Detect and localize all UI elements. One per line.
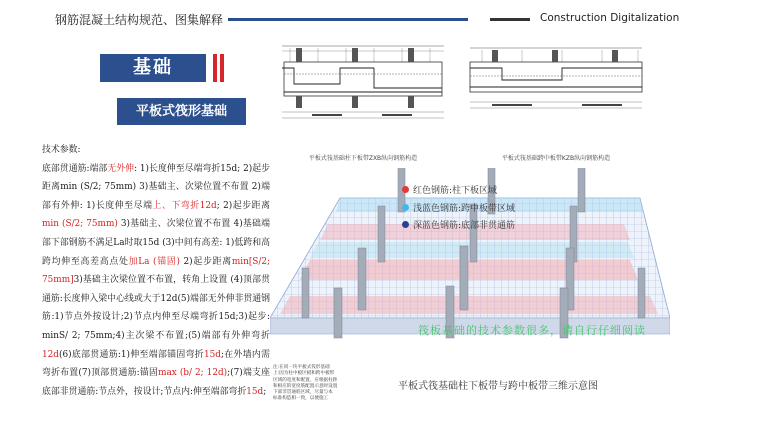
legend-label: 深蓝色钢筋:底部非贯通筋 bbox=[413, 221, 516, 232]
subsection-title: 平板式筏形基础 bbox=[117, 98, 246, 125]
section-title: 基础 bbox=[100, 54, 206, 82]
header-divider-dark bbox=[490, 18, 530, 21]
tech-segment: 3)基础主次梁位置不布置，转角上设置 (4)顶部贯通筋:长度伸入梁中心线或大于12d(5)端部无外伸非贯通钢筋:1)节点外按设计;2)节点内伸至尽端弯折15d;3)起步: minS/ 2; 75mm;4)主次梁不布置;(5)端部有外伸弯折 bbox=[42, 275, 270, 341]
tech-segment: ; bbox=[263, 386, 267, 397]
note-line: 上:因为柱中板区板和跨中板带 bbox=[273, 371, 335, 377]
legend-label: 浅蓝色钢筋:跨中板带区域 bbox=[413, 203, 516, 214]
header-divider-blue bbox=[228, 18, 468, 21]
rebar-detail-figure bbox=[462, 40, 650, 152]
tech-segment: 底部贯通筋:端部 bbox=[42, 163, 108, 174]
tech-segment: max (b/ 2; 12d) bbox=[158, 368, 228, 379]
drawing-caption: 平板式筏基础跨中板带KZB纵向钢筋构造 bbox=[501, 155, 611, 162]
note-line: 标准构造相一致，以便施工 bbox=[273, 396, 329, 402]
legend-dot-lightblue bbox=[402, 204, 409, 211]
tech-segment: 15d bbox=[246, 386, 264, 397]
legend-item bbox=[402, 181, 515, 199]
tech-segment: 12d bbox=[42, 349, 59, 360]
tech-segment: 无外伸 bbox=[107, 163, 135, 174]
tech-segment: 加La (锚固) bbox=[128, 256, 180, 267]
tech-segment: min (S/2; 75mm) bbox=[42, 219, 118, 230]
legend-label: 红色钢筋:柱下板区域 bbox=[413, 186, 498, 197]
tech-segment: ;在外墙内需弯折布置(7)顶部贯通筋:锚固 bbox=[42, 349, 271, 379]
tech-segment: (6)底部贯通筋:1)伸至端部锚固弯折 bbox=[58, 349, 204, 360]
notes-block bbox=[273, 365, 359, 403]
header-english: Construction Digitalization bbox=[540, 12, 680, 24]
tech-segment: ; 2)起步距离 bbox=[216, 200, 270, 211]
figure-caption: 平板式筏基础柱下板带与跨中板带三维示意图 bbox=[398, 381, 598, 392]
tech-segment: : 1)长度伸至尽端弯折15d; 2)起步距离min (S/2; 75mm) 3)基础主、次梁位置不布置 2)端部有外伸: 1)长度伸至尽端 bbox=[42, 163, 270, 211]
drawing-caption: 平板式筏基础柱下板带ZXB纵向钢筋构造 bbox=[308, 155, 418, 162]
legend-item bbox=[402, 199, 515, 217]
rebar-detail-figure bbox=[272, 40, 454, 152]
tech-segment: 2)起步距离 bbox=[179, 256, 232, 267]
section-accent-bar bbox=[213, 54, 217, 82]
legend-dot-red bbox=[402, 186, 409, 193]
note-line: 区域的宽度和配置，应根据柱距 bbox=[273, 377, 338, 383]
note-line: 和相应的宽度筋配置示意时设置 bbox=[273, 383, 338, 389]
tech-params bbox=[42, 141, 270, 401]
note-line: 注:在同一块平板式筏形基础 bbox=[273, 365, 330, 370]
note-line: 下部非贯通筋区域，尽量与本 bbox=[273, 390, 333, 396]
tech-segment: 3)基础主、次梁位置不布置 4)基础端部下部钢筋不满足La时取15d (3)中间有高差: 1)低跨和高跨均伸至高差高点处 bbox=[42, 219, 270, 267]
section-accent-bar bbox=[220, 54, 224, 82]
rebar-legend bbox=[402, 181, 515, 234]
overlay-note: 筏板基础的技术参数很多，请自行仔细阅读 bbox=[418, 324, 646, 337]
legend-dot-darkblue bbox=[402, 221, 409, 228]
legend-item bbox=[402, 216, 515, 234]
header-title: 钢筋混凝土结构规范、图集解释 bbox=[55, 13, 224, 27]
rebar-drawing-kzb bbox=[462, 40, 650, 162]
tech-segment: 15d bbox=[204, 349, 221, 360]
rebar-drawing-zxb bbox=[272, 40, 454, 162]
tech-segment: min[S/2; 75mm] bbox=[42, 256, 271, 286]
tech-segment: 上、下弯折12d bbox=[152, 200, 217, 211]
tech-segment: ;(7)端支座底部非贯通筋:节点外，按设计;节点内:伸至端部弯折 bbox=[42, 368, 271, 397]
tech-body bbox=[42, 160, 270, 402]
tech-heading: 技术参数: bbox=[42, 145, 81, 155]
